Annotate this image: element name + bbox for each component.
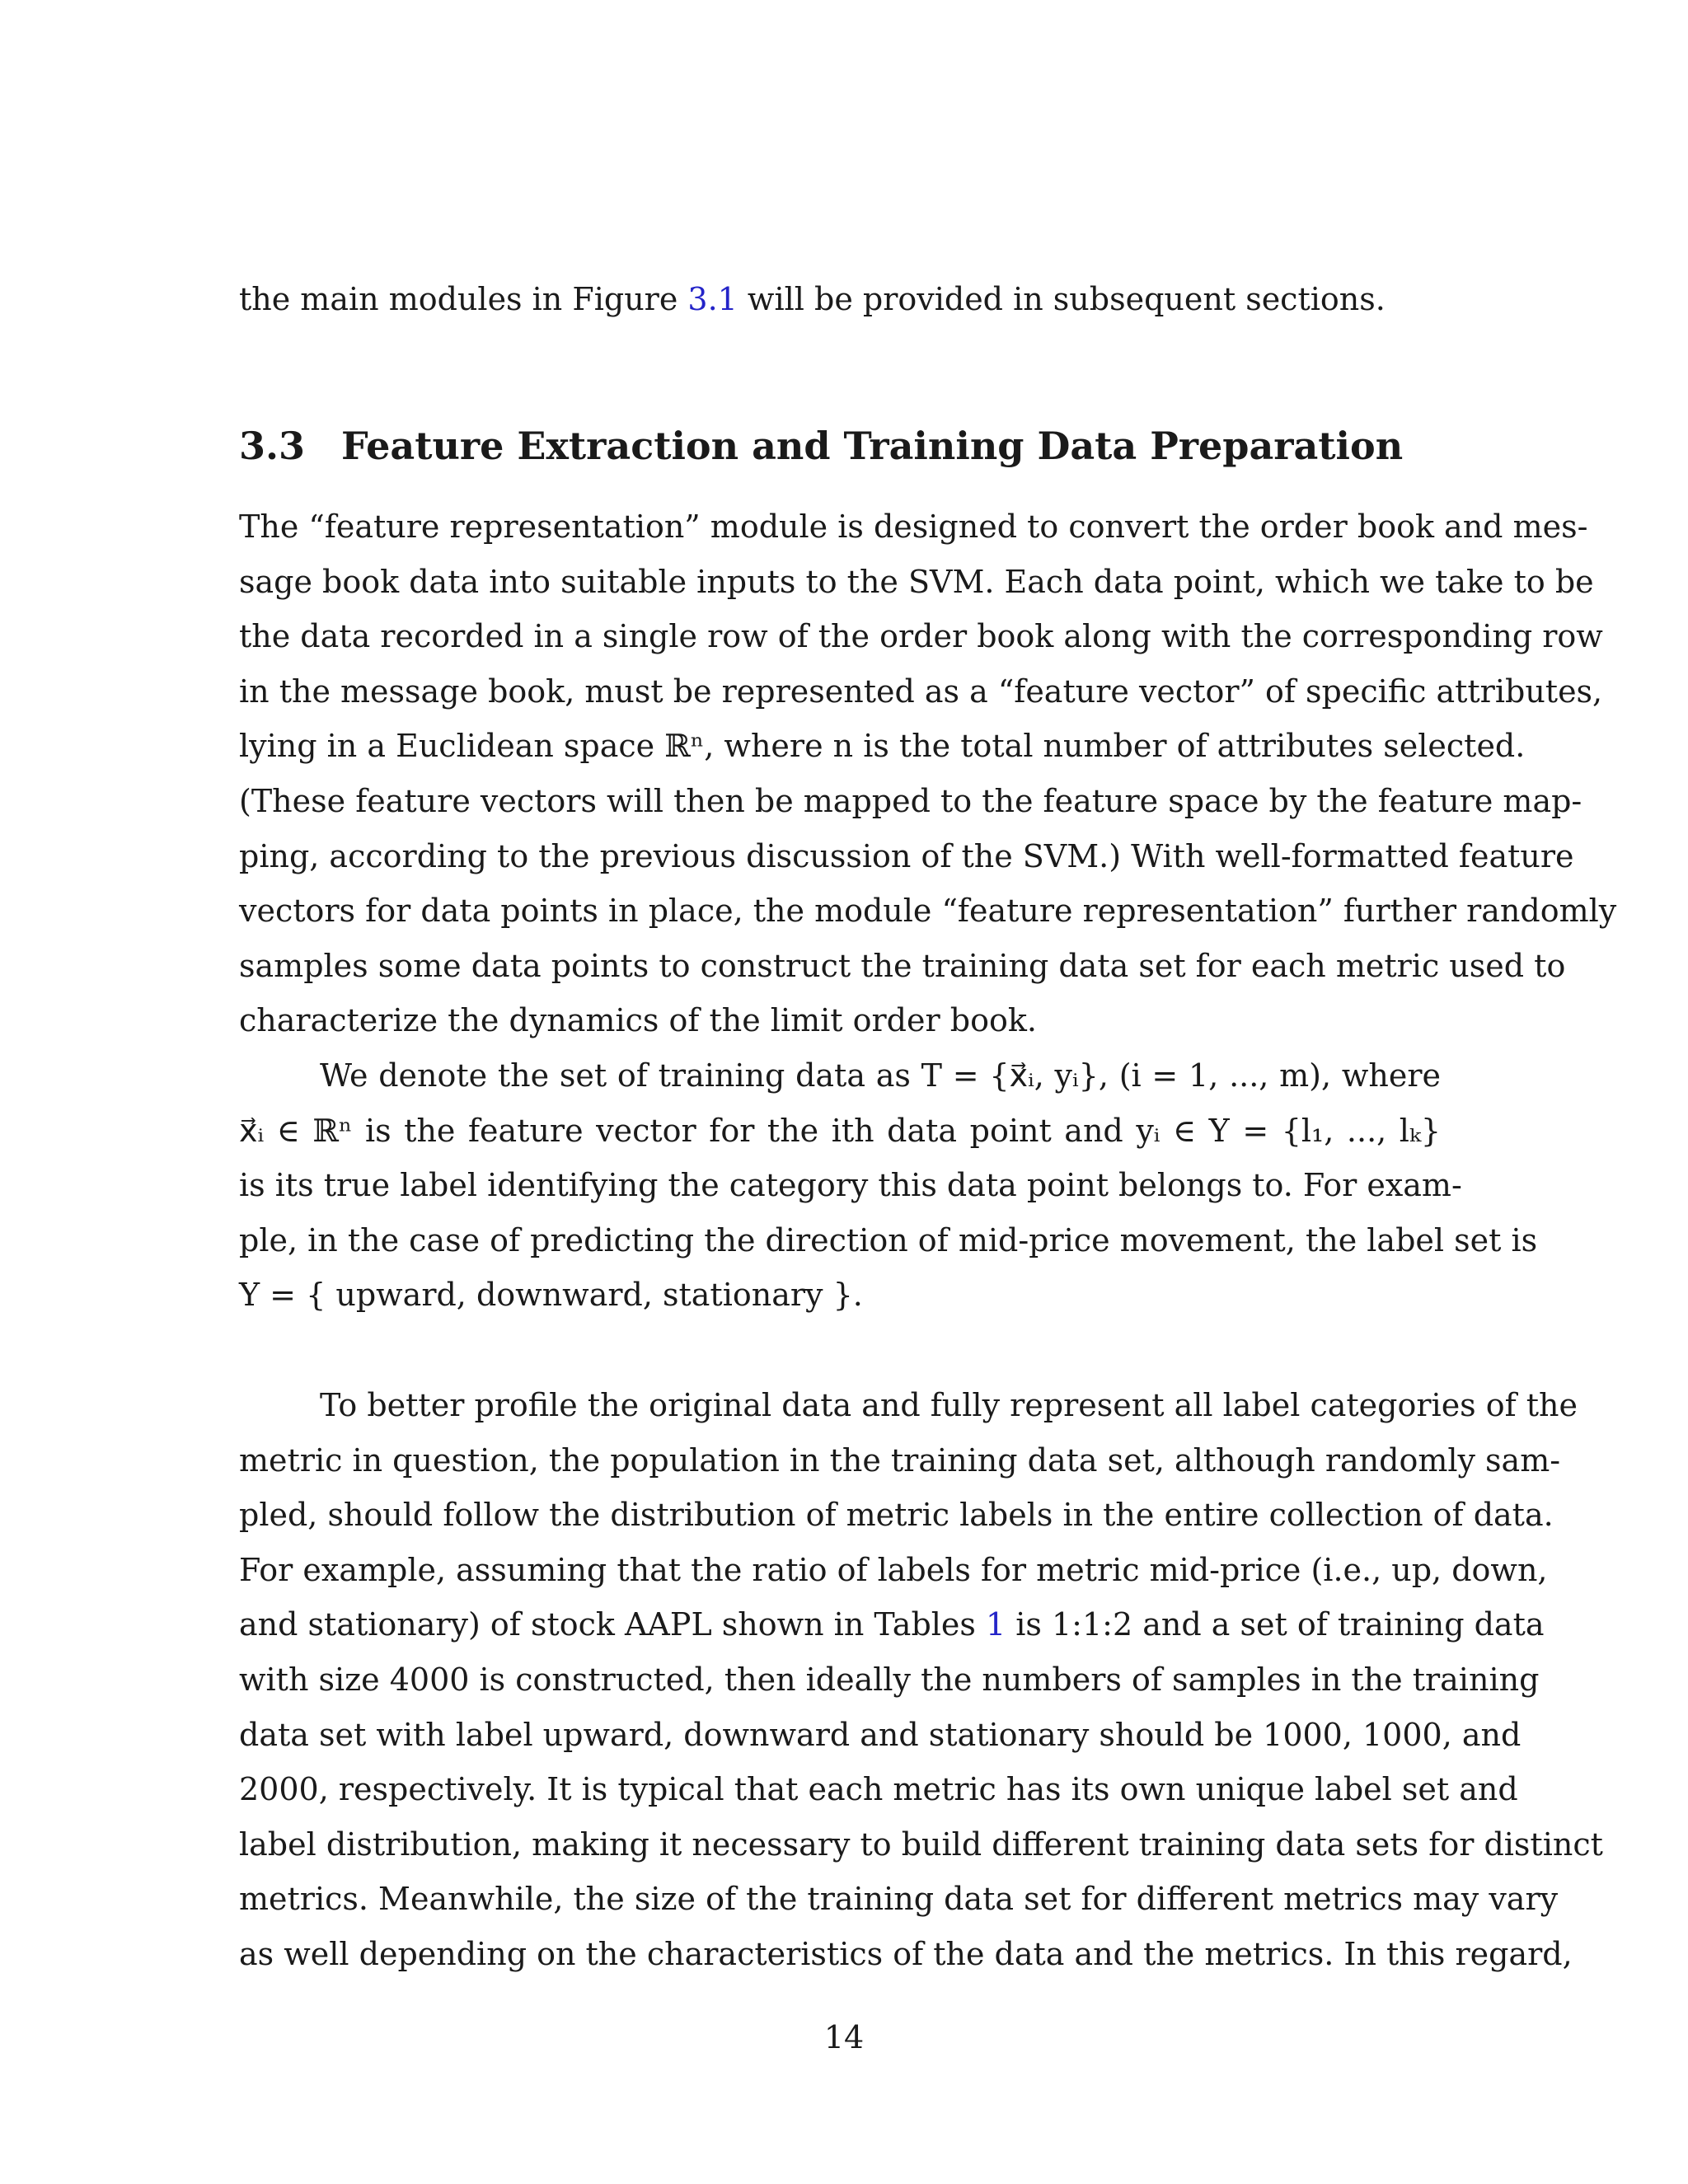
section-number: 3.3 <box>239 424 306 468</box>
paragraph-line: characterize the dynamics of the limit order book. <box>239 1002 1037 1039</box>
paragraph-line: in the message book, must be represented as a “feature vector” of specific attributes, <box>239 673 1603 710</box>
line-text-before: and stationary) of stock AAPL shown in Tables <box>239 1606 986 1643</box>
paragraph-line: To better profile the original data and fully represent all label categories of the <box>320 1387 1578 1423</box>
section-heading <box>239 417 1403 475</box>
paragraph-line: metric in question, the population in the training data set, although randomly sam- <box>239 1441 1561 1479</box>
paragraph-line: The “feature representation” module is designed to convert the order book and mes- <box>239 509 1588 545</box>
paragraph-line: ple, in the case of predicting the direction of mid-price movement, the label set is <box>239 1221 1538 1258</box>
paragraph-line: metrics. Meanwhile, the size of the training data set for different metrics may vary <box>239 1881 1559 1918</box>
paragraph-line: as well depending on the characteristics of the data and the metrics. In this regard, <box>239 1935 1573 1972</box>
paragraph-line: 2000, respectively. It is typical that each metric has its own unique label set and <box>239 1771 1518 1808</box>
paragraph-line: with size 4000 is constructed, then ideally the numbers of samples in the training <box>239 1661 1540 1698</box>
paragraph-training-data-notation <box>239 1048 1538 1323</box>
line-text-after: is 1:1:2 and a set of training data <box>1006 1606 1545 1643</box>
paragraph-line: label distribution, making it necessary to build different training data sets for distinct <box>239 1825 1603 1863</box>
figure-reference-link[interactable]: 3.1 <box>687 281 738 317</box>
paragraph-line: x⃗ᵢ ∈ ℝⁿ is the feature vector for the ith data point and yᵢ ∈ Y = {l₁, ..., lₖ} <box>239 1112 1441 1149</box>
section-title: Feature Extraction and Training Data Preparation <box>341 424 1404 468</box>
paragraph-line: We denote the set of training data as T = {x⃗ᵢ, yᵢ}, (i = 1, ..., m), where <box>320 1057 1441 1094</box>
page-number: 14 <box>823 2019 865 2055</box>
paragraph-label-distribution <box>239 1378 1603 1982</box>
paragraph-line: ping, according to the previous discussion of the SVM.) With well-formatted feature <box>239 837 1574 874</box>
paragraph-line <box>239 1597 1545 1652</box>
paragraph-line: samples some data points to construct the training data set for each metric used to <box>239 947 1566 984</box>
paragraph-line: the data recorded in a single row of the order book along with the corresponding row <box>239 618 1603 655</box>
paragraph-line: pled, should follow the distribution of metric labels in the entire collection of data. <box>239 1497 1554 1534</box>
section-body <box>239 499 1617 1323</box>
paragraph-line: is its true label identifying the category this data point belongs to. For exam- <box>239 1167 1462 1204</box>
paragraph-line: For example, assuming that the ratio of labels for metric mid-price (i.e., up, down, <box>239 1551 1548 1588</box>
paragraph-feature-representation <box>239 499 1617 1048</box>
paragraph-line: lying in a Euclidean space ℝⁿ, where n is the total number of attributes selected. <box>239 728 1526 765</box>
intro-line <box>239 272 1386 326</box>
paragraph-line: data set with label upward, downward and stationary should be 1000, 1000, and <box>239 1716 1522 1753</box>
intro-text-before: the main modules in Figure <box>239 281 688 317</box>
paragraph-line: Y = { upward, downward, stationary }. <box>239 1277 863 1314</box>
paragraph-line: sage book data into suitable inputs to the SVM. Each data point, which we take to be <box>239 563 1594 600</box>
intro-text-after: will be provided in subsequent sections. <box>737 281 1386 317</box>
paragraph-line: vectors for data points in place, the module “feature representation” further randomly <box>239 893 1617 930</box>
table-reference-link[interactable]: 1 <box>986 1606 1006 1643</box>
paragraph-line: (These feature vectors will then be mapped to the feature space by the feature map- <box>239 782 1582 819</box>
